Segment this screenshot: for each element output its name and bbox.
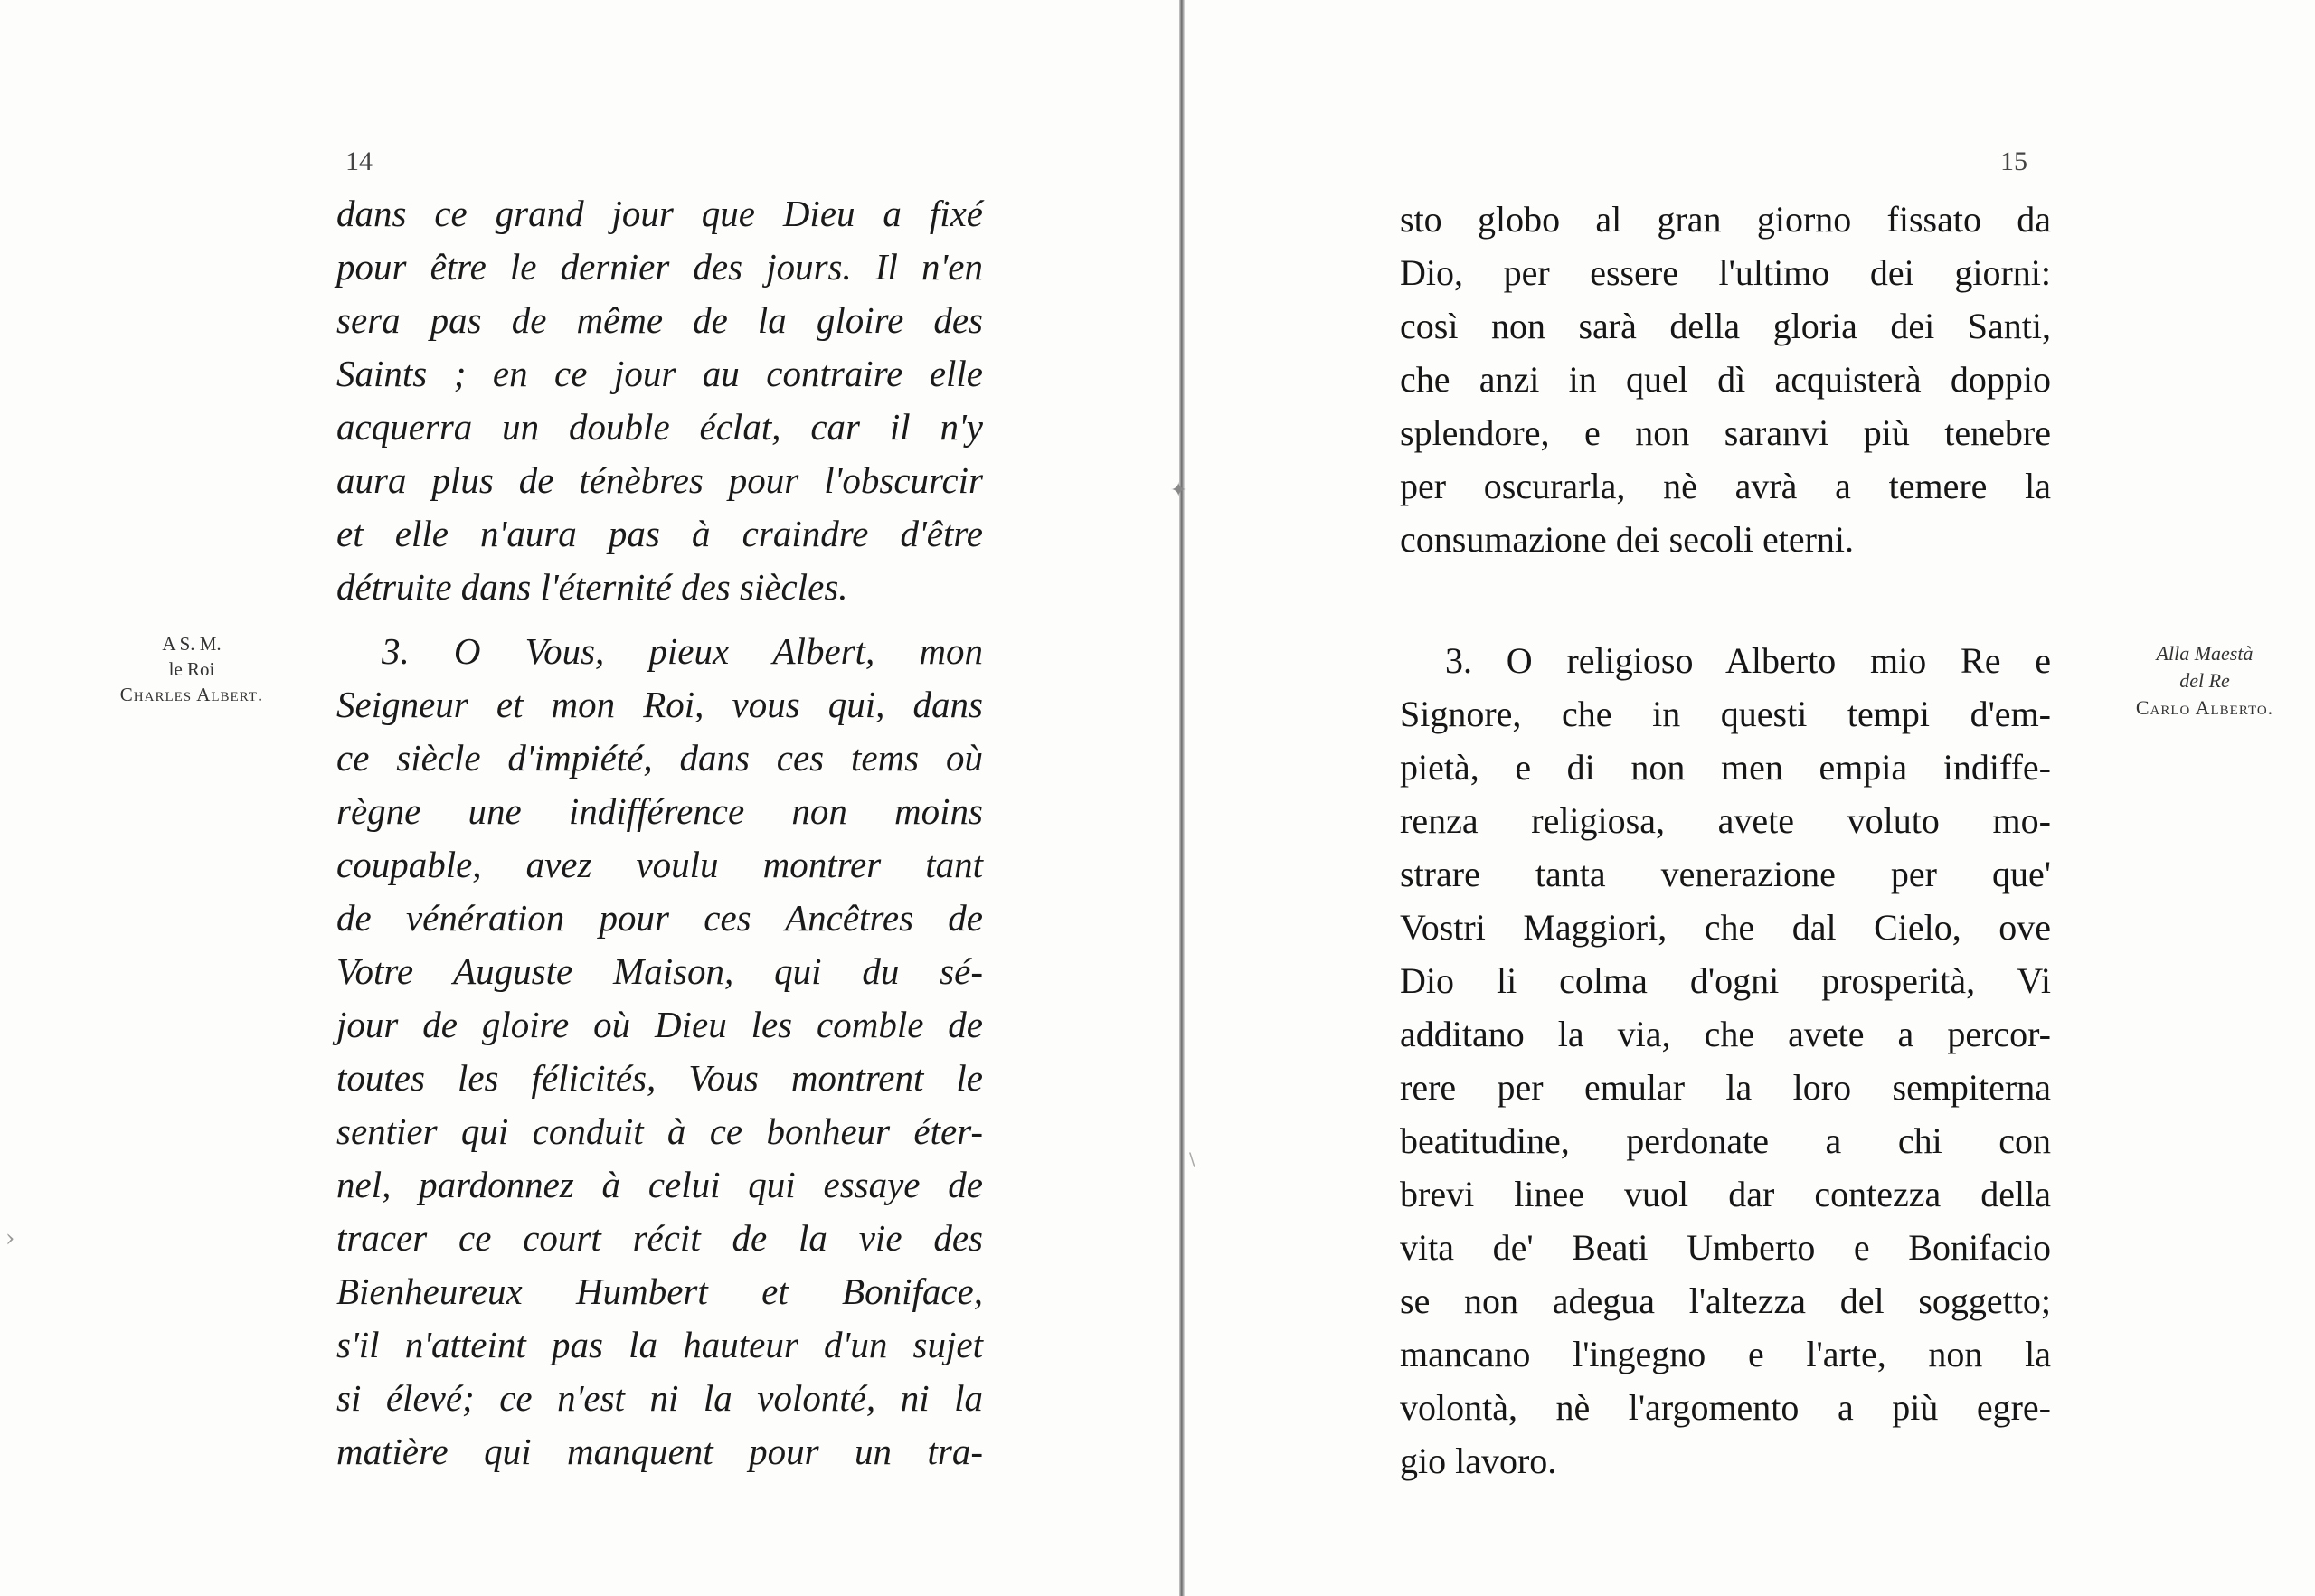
stray-mark-icon: \ — [1189, 1148, 1195, 1170]
french-text-column — [336, 187, 983, 1478]
text-line: matière qui manquent pour un tra- — [336, 1431, 983, 1472]
paragraph-start-line: 3. O religioso Alberto mio Re e — [1445, 640, 2051, 681]
margin-note-line: A S. M. — [162, 633, 222, 655]
text-line: Seigneur et mon Roi, vous qui, dans — [336, 684, 983, 725]
text-line: nel, pardonnez à celui qui essaye de — [336, 1164, 983, 1205]
text-line: jour de gloire où Dieu les comble de — [336, 1004, 983, 1045]
text-line: che anzi in quel dì acquisterà doppio — [1400, 359, 2051, 400]
page-edge-mark-icon: › — [5, 1225, 15, 1252]
page-number-right: 15 — [2000, 146, 2027, 176]
text-line: Bienheureux Humbert et Boniface, — [336, 1270, 983, 1312]
text-line: pour être le dernier des jours. Il n'en — [336, 246, 983, 288]
text-line: pietà, e di non men empia indiffe- — [1400, 747, 2051, 788]
italian-text-column — [1400, 193, 2051, 1487]
text-line: gio lavoro. — [1400, 1440, 1557, 1481]
text-line: così non sarà della gloria dei Santi, — [1400, 306, 2051, 346]
text-line: additano la via, che avete a percor- — [1400, 1014, 2051, 1054]
paragraph-start-line: 3. O Vous, pieux Albert, mon — [382, 630, 983, 672]
text-line: détruite dans l'éternité des siècles. — [336, 566, 848, 608]
text-line: Vostri Maggiori, che dal Cielo, ove — [1400, 907, 2051, 948]
text-line: Votre Auguste Maison, qui du sé- — [336, 950, 983, 992]
book-gutter — [1179, 0, 1185, 1596]
text-line: consumazione dei secoli eterni. — [1400, 519, 1855, 560]
text-line: de vénération pour ces Ancêtres de — [336, 897, 983, 939]
text-line: coupable, avez voulu montrer tant — [336, 844, 983, 885]
text-line: acquerra un double éclat, car il n'y — [336, 406, 983, 448]
binding-mark-icon: ✦ — [1170, 479, 1187, 502]
margin-note-line: Carlo Alberto. — [2135, 696, 2274, 719]
text-line: dans ce grand jour que Dieu a fixé — [336, 193, 983, 234]
text-line: et elle n'aura pas à craindre d'être — [336, 513, 983, 554]
text-line: volontà, nè l'argomento a più egre- — [1400, 1387, 2051, 1428]
text-line: ce siècle d'impiété, dans ces tems où — [336, 737, 983, 779]
text-line: per oscurarla, nè avrà a temere la — [1400, 466, 2051, 506]
text-line: toutes les félicités, Vous montrent le — [336, 1057, 983, 1099]
text-line: Signore, che in questi tempi d'em- — [1400, 694, 2051, 734]
text-line: renza religiosa, avete voluto mo- — [1400, 800, 2051, 841]
text-line: mancano l'ingegno e l'arte, non la — [1400, 1334, 2051, 1374]
text-line: brevi linee vuol dar contezza della — [1400, 1174, 2051, 1214]
text-line: Dio li colma d'ogni prosperità, Vi — [1400, 960, 2051, 1001]
text-line: sentier qui conduit à ce bonheur éter- — [336, 1110, 983, 1152]
margin-note-left — [83, 631, 300, 707]
text-line: sera pas de même de la gloire des — [336, 299, 983, 341]
text-line: règne une indifférence non moins — [336, 790, 983, 832]
text-line: splendore, e non saranvi più tenebre — [1400, 412, 2051, 453]
page-number-left: 14 — [345, 146, 373, 176]
text-line: strare tanta venerazione per que' — [1400, 854, 2051, 894]
margin-note-right — [2096, 640, 2313, 722]
text-line: Saints ; en ce jour au contraire elle — [336, 353, 983, 394]
text-line: si élevé; ce n'est ni la volonté, ni la — [336, 1377, 983, 1419]
text-line: rere per emular la loro sempiterna — [1400, 1067, 2051, 1108]
text-line: Dio, per essere l'ultimo dei giorni: — [1400, 252, 2051, 293]
margin-note-line: Charles Albert. — [119, 684, 264, 705]
text-line: tracer ce court récit de la vie des — [336, 1217, 983, 1259]
text-line: aura plus de ténèbres pour l'obscurcir — [336, 459, 983, 501]
margin-note-line: del Re — [2179, 669, 2230, 692]
text-line: vita de' Beati Umberto e Bonifacio — [1400, 1227, 2051, 1268]
text-line: se non adegua l'altezza del soggetto; — [1400, 1280, 2051, 1321]
text-line: s'il n'atteint pas la hauteur d'un sujet — [336, 1324, 983, 1365]
margin-note-line: Alla Maestà — [2156, 642, 2254, 665]
margin-note-line: le Roi — [168, 658, 215, 680]
text-line: sto globo al gran giorno fissato da — [1400, 199, 2051, 240]
text-line: beatitudine, perdonate a chi con — [1400, 1120, 2051, 1161]
